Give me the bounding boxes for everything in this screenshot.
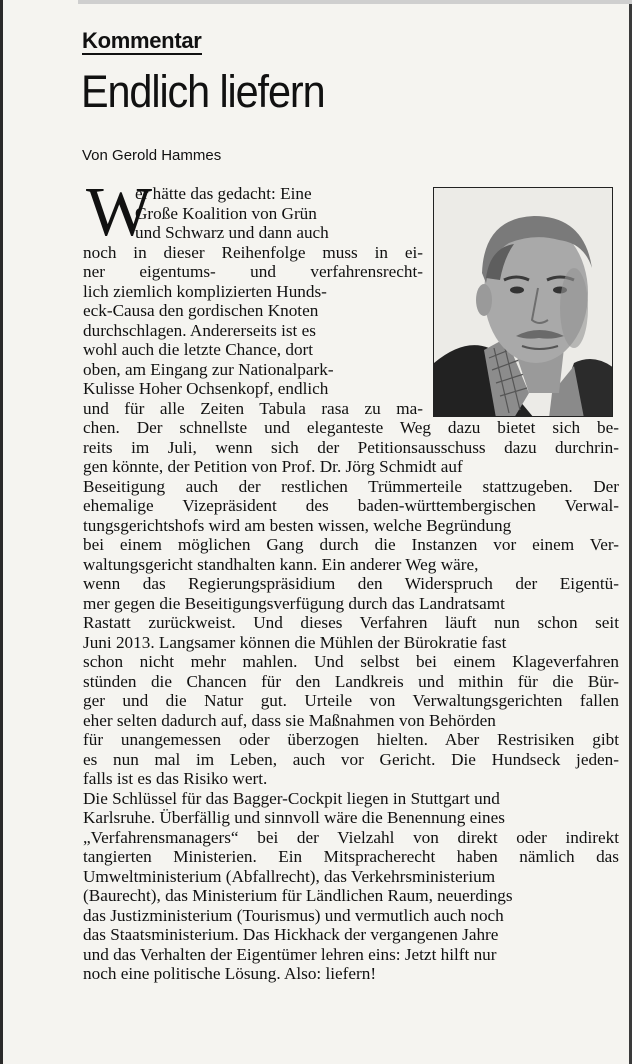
article-line: und das Verhalten der Eigentümer lehren eins: Jetzt hilft nur [83,944,497,964]
article-body [83,184,619,984]
article-line: noch in dieser Reihenfolge muss in ei- [83,242,423,262]
article-line: noch eine politische Lösung. Also: liefern! [83,964,377,983]
scan-edge-top [78,0,632,4]
article-line: durchschlagen. Andererseits ist es [83,320,316,340]
article-line: Große Koalition von Grün [135,203,317,223]
article-line: (Baurecht), das Ministerium für Ländlichen Raum, neuerdings [83,886,513,905]
article-line: waltungsgericht standhalten kann. Ein anderer Weg wäre, [83,554,479,574]
article-line: bei einem möglichen Gang durch die Instanzen vor einem Ver- [83,535,619,554]
byline: Von Gerold Hammes [82,147,222,164]
article-line: für unangemessen oder überzogen hielten. Aber Restrisiken gibt [83,730,619,749]
article-line: Rastatt zurückweist. Und dieses Verfahren läuft nun schon seit [83,613,619,632]
article-line: ner eigentums- und verfahrensrecht- [83,262,423,281]
article-line: Umweltministerium (Abfallrecht), das Verkehrsministerium [83,866,496,886]
section-kicker: Kommentar [82,28,202,53]
article-line: wenn das Regierungspräsidium den Widerspruch der Eigentü- [83,574,619,593]
article-line: Beseitigung auch der restlichen Trümmerteile stattzugeben. Der [83,476,619,496]
article-line: ehemalige Vizepräsident des baden-württembergischen Verwal- [83,496,619,515]
article-line: tangierten Ministerien. Ein Mitspracherecht haben nämlich das [83,847,619,866]
article-line: Die Schlüssel für das Bagger-Cockpit liegen in Stuttgart und [83,788,500,808]
drop-cap: W [86,174,153,251]
article-line: Karlsruhe. Überfällig und sinnvoll wäre die Benennung eines [83,808,505,827]
article-line: schon nicht mehr mahlen. Und selbst bei einem Klageverfahren [83,652,619,671]
article-line: falls ist es das Risiko wert. [83,769,268,788]
article-line: eher selten dadurch auf, dass sie Maßnahmen von Behörden [83,710,496,730]
article-line: das Justizministerium (Tourismus) und vermutlich auch noch [83,905,504,925]
article-line: wohl auch die letzte Chance, dort [83,340,314,359]
article-line: lich ziemlich komplizierten Hunds- [83,281,327,301]
article-line: Juni 2013. Langsamer können die Mühlen der Bürokratie fast [83,632,507,652]
article-line: ger und die Natur gut. Urteile von Verwaltungsgerichten fallen [83,691,619,710]
article-line: „Verfahrensmanagers“ bei der Vielzahl von direkt oder indirekt [83,827,619,847]
article-line: und Schwarz und dann auch [135,223,329,242]
article-line: chen. Der schnellste und eleganteste Weg dazu bietet sich be- [83,418,619,437]
article-line: es nun mal im Leben, auch vor Gericht. Die Hundseck jeden- [83,749,619,769]
article-line: Kulisse Hoher Ochsenkopf, endlich [83,379,329,398]
article-line: das Staatsministerium. Das Hickhack der vergangenen Jahre [83,925,499,944]
article-line: er hätte das gedacht: Eine [135,184,312,203]
article-line: und für alle Zeiten Tabula rasa zu ma- [83,398,423,418]
article-line: tungsgerichtshofs wird am besten wissen, welche Begründung [83,515,512,535]
article-line: stünden die Chancen für den Landkreis und mithin für die Bür- [83,671,619,691]
article-line: reits im Juli, wenn sich der Petitionsausschuss dazu durchrin- [83,437,619,457]
article-line: mer gegen die Beseitigungsverfügung durch das Landratsamt [83,593,505,613]
article-line: eck-Causa den gordischen Knoten [83,301,319,320]
scan-edge-left [0,0,3,1064]
article-line: oben, am Eingang zur Nationalpark- [83,359,334,379]
headline: Endlich liefern [81,66,325,117]
article-line: gen könnte, der Petition von Prof. Dr. Jörg Schmidt auf [83,457,463,476]
